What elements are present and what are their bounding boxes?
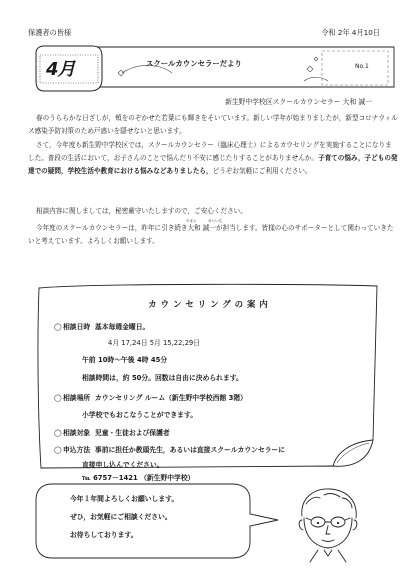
paragraph-intro-emphasis: 子育ての悩み，子どもの発達での疑問，学校生活や教育における悩みなどありましたら， xyxy=(28,154,398,175)
paragraph-greeting: 春のうららかな日ざしが，頬をのぞかせた若葉にも輝きをそいています。新しい学年が始まりましたが，新型コロナウィルス感染予防対策のため戸惑いを隠せないと思います。 xyxy=(28,114,398,135)
banner-title: スクールカウンセラーだより xyxy=(146,59,242,68)
target-value: 児童・生徒および保護者 xyxy=(94,429,170,437)
bullet-icon: ◯ xyxy=(54,446,62,454)
bubble-line-3: お待ちしております。 xyxy=(70,531,138,539)
addressee: 保護者の皆様 xyxy=(28,28,72,37)
phone-number: ℡ 6757－1421 （新生野中学校） xyxy=(82,474,195,482)
apply-label: 申込方法 xyxy=(63,446,91,454)
schedule-row xyxy=(54,321,149,331)
counselor-portrait-icon xyxy=(280,486,376,564)
author-line: 新生野中学校区スクールカウンセラー 大和 誠一 xyxy=(225,98,372,106)
newsletter-banner xyxy=(22,43,402,95)
notice-title: カウンセリングの案内 xyxy=(148,299,272,309)
bullet-icon: ◯ xyxy=(54,394,62,402)
paragraph-counselor: 今年度のスクールカウンセラーは，昨年に引き続き大和 誠一が担当します。皆様の心のサポーターとして関わっていきたいと考えています。よろしくお願いします。 xyxy=(28,224,394,245)
bubble-line-1: 今年１年間よろしくお願いします。 xyxy=(70,495,179,503)
bubble-line-2: ぜひ，お気軽にご相談ください。 xyxy=(70,513,172,521)
paragraph-intro-text: さて，今年度も新生野中学校区では，スクールカウンセラー（臨床心理士）によるカウセリングを実施することになりました。普段の生活において，お子さんのことで悩んだり不安に感じたりすることがありませんか。 xyxy=(28,141,392,162)
apply-value: 事前に担任か教頭先生，あるいは直接スクールカウンセラーに xyxy=(94,446,286,454)
issue-number: No.1 xyxy=(355,63,369,70)
schedule-value: 基本毎週金曜日。 xyxy=(94,323,150,331)
paragraph-intro xyxy=(28,139,398,178)
schedule-label: 相談日時 xyxy=(63,323,91,331)
paragraph-intro-closing: どうぞお気軽にご利用ください。 xyxy=(212,167,312,175)
schedule-dates: 4月 17,24日 5月 15,22,29日 xyxy=(108,339,201,347)
ruby-given: せいいち xyxy=(208,219,223,223)
place-note: 小学校でもおこなうことができます。 xyxy=(82,411,198,419)
paragraph-confidential: 相談内容に関しましては，秘密厳守いたしますので，ご安心ください。 xyxy=(36,207,247,215)
place-value: カウンセリング ルーム（新生野中学校西館 3階） xyxy=(94,394,247,402)
issue-date: 令和 2年 4月10日 xyxy=(321,28,380,37)
apply-value-cont: 直接申し込んでください。 xyxy=(82,461,164,469)
bullet-icon: ◯ xyxy=(54,323,62,331)
target-row xyxy=(54,427,170,437)
session-duration: 相談時間は，約 50分。回数は自由に決められます。 xyxy=(82,374,243,382)
bullet-icon: ◯ xyxy=(54,429,62,437)
target-label: 相談対象 xyxy=(63,429,91,437)
ruby-surname: やまと xyxy=(186,219,197,223)
place-row xyxy=(54,392,247,402)
apply-row xyxy=(54,444,285,454)
schedule-hours: 午前 10時～午後 4時 45分 xyxy=(82,356,168,364)
banner-month: 4月 xyxy=(46,59,75,80)
place-label: 相談場所 xyxy=(63,394,91,402)
